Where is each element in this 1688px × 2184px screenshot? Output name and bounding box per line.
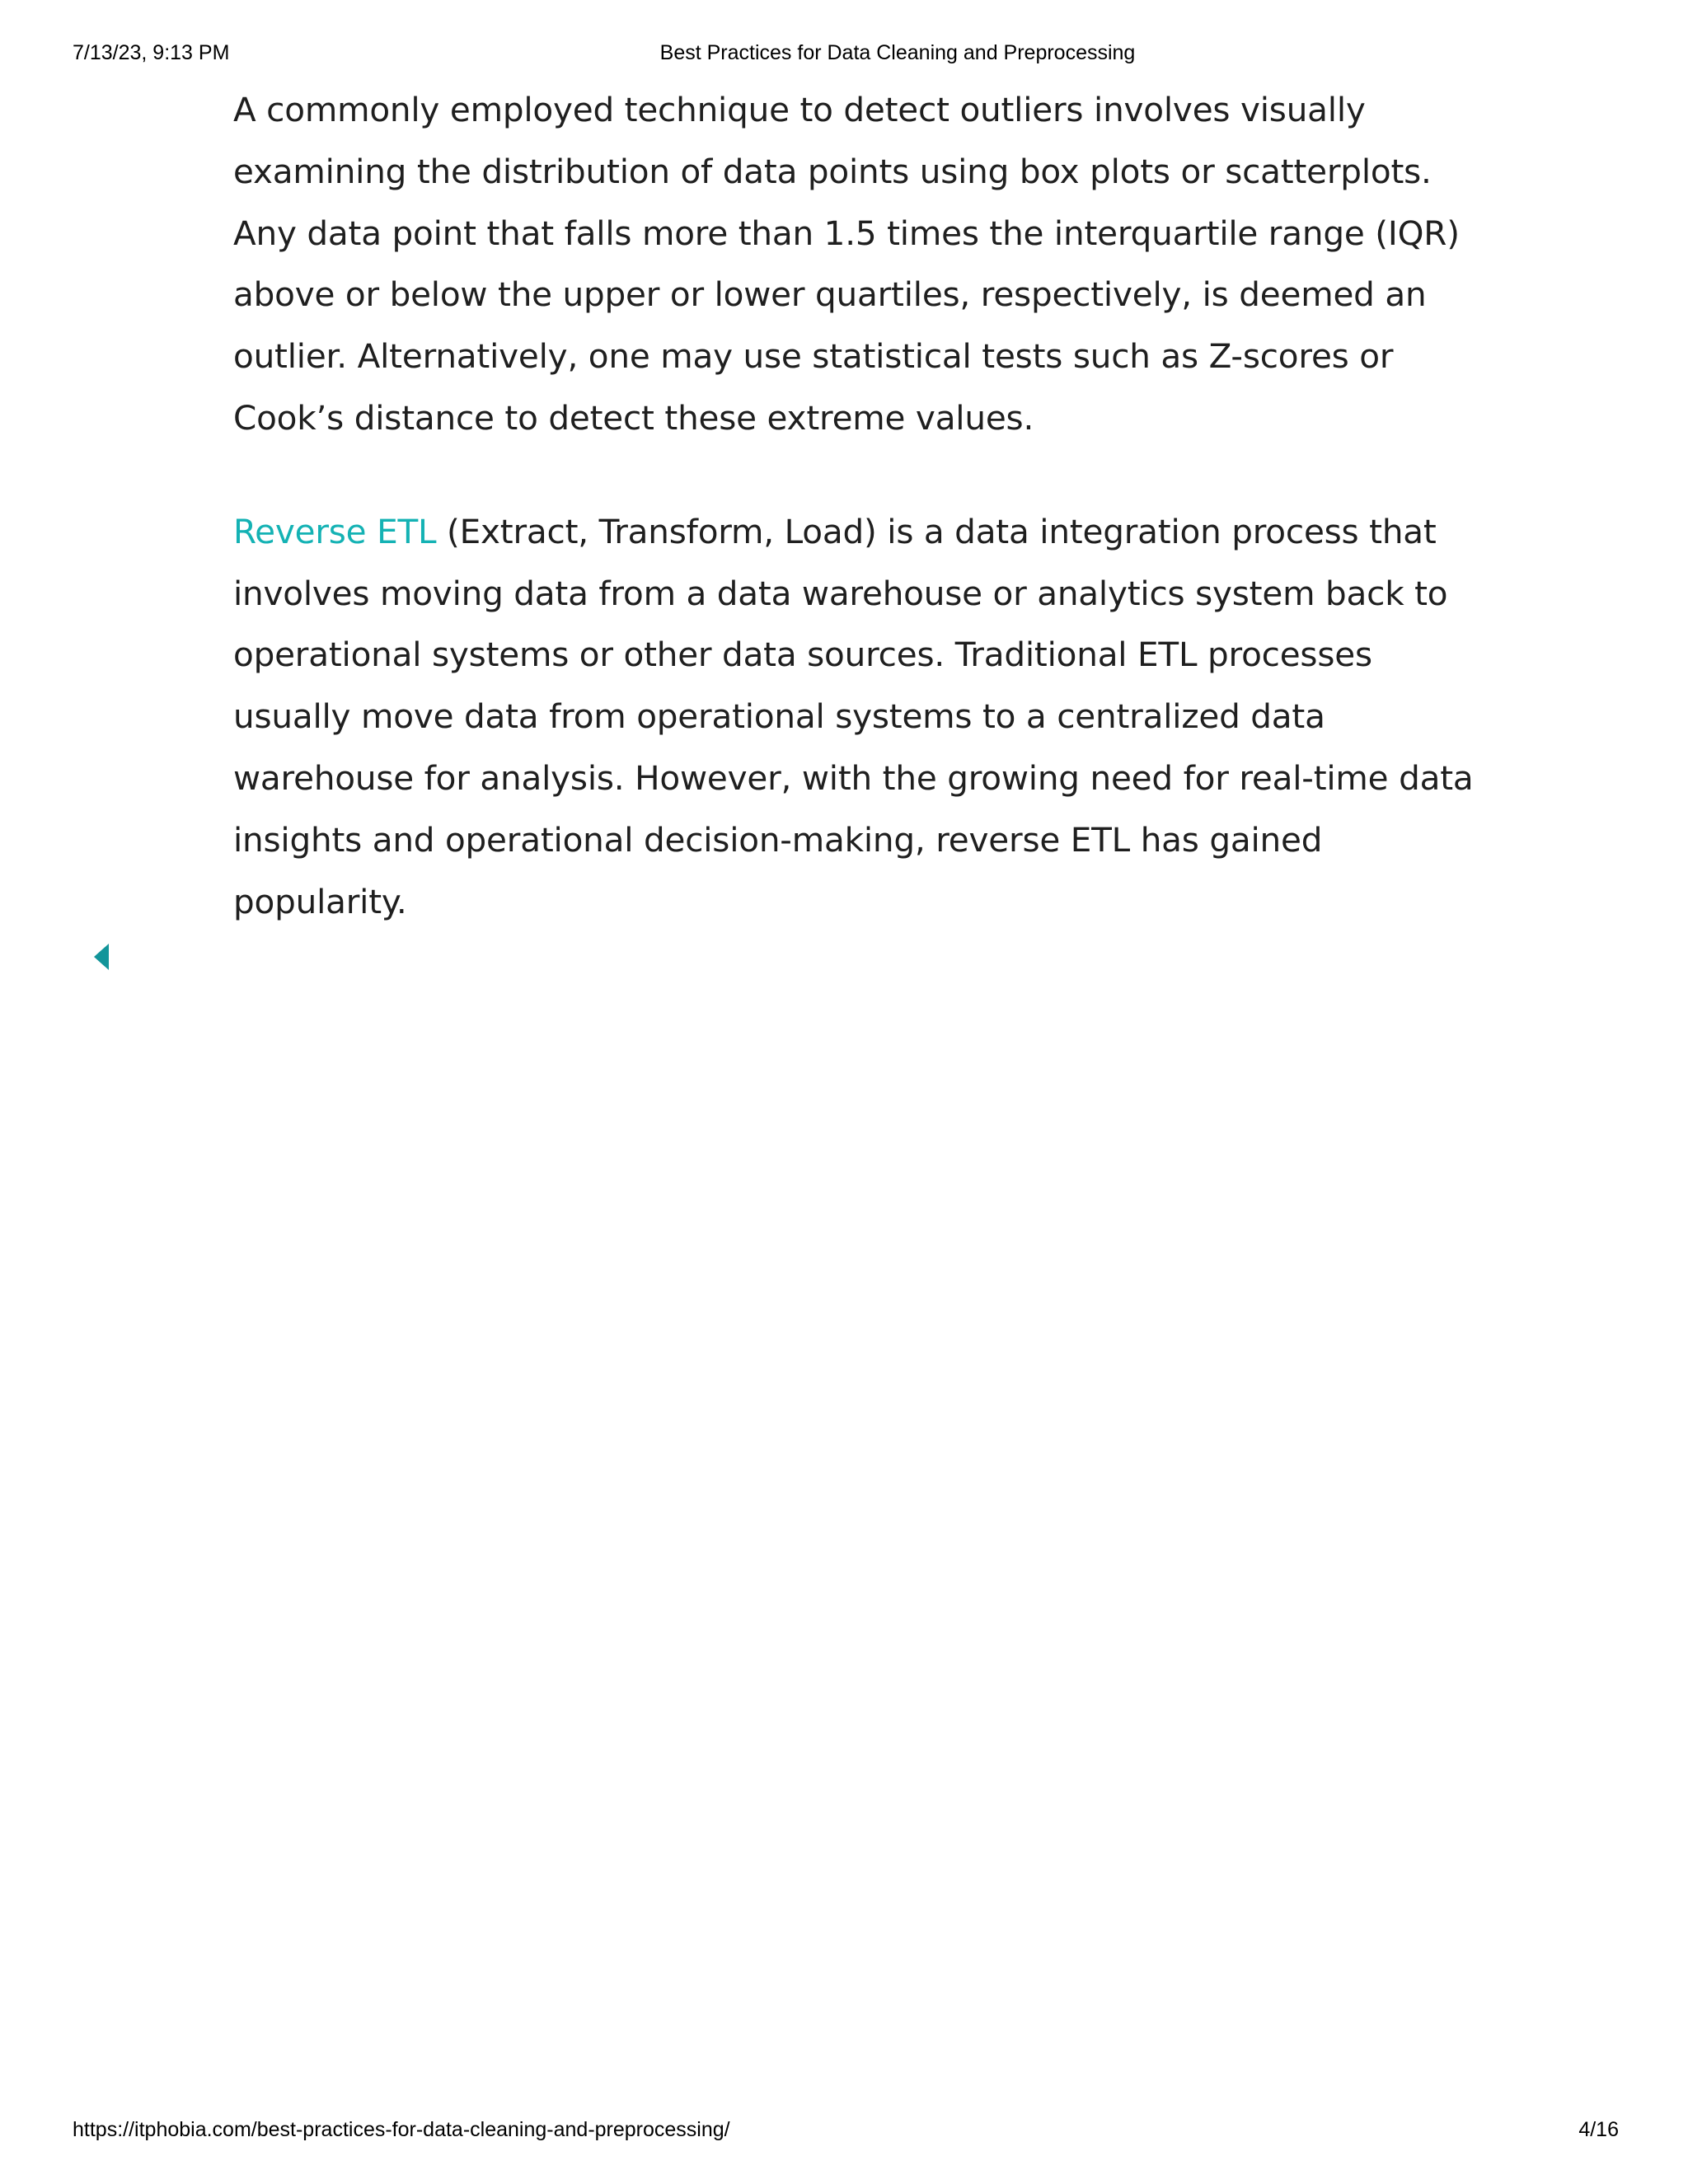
paragraph-line: examining the distribution of data points using box plots or scatterplots. xyxy=(233,151,1432,191)
paragraph-line: outlier. Alternatively, one may use statistical tests such as Z-scores or xyxy=(233,336,1394,377)
article-body xyxy=(233,79,1486,932)
print-page-title: Best Practices for Data Cleaning and Preprocessing xyxy=(659,41,1136,64)
paragraph-text: (Extract, Transform, Load) is a data integration process that xyxy=(436,511,1437,551)
paragraph-line: warehouse for analysis. However, with the growing need for real-time data xyxy=(233,757,1474,798)
caret-left-icon[interactable] xyxy=(91,942,112,972)
print-page-number: 4/16 xyxy=(1578,2118,1619,2141)
paragraph-line: insights and operational decision-making, reverse ETL has gained xyxy=(233,819,1323,860)
print-url: https://itphobia.com/best-practices-for-data-cleaning-and-preprocessing/ xyxy=(73,2118,730,2141)
paragraph-line: involves moving data from a data warehouse or analytics system back to xyxy=(233,573,1448,613)
paragraph-line: Cook’s distance to detect these extreme values. xyxy=(233,397,1034,438)
paragraph-line: Any data point that falls more than 1.5 times the interquartile range (IQR) xyxy=(233,213,1460,253)
reverse-etl-link[interactable]: Reverse ETL xyxy=(233,511,437,551)
paragraph-line: usually move data from operational systems to a centralized data xyxy=(233,696,1325,737)
paragraph-line: operational systems or other data sources. Traditional ETL processes xyxy=(233,635,1372,675)
caret-left-icon-svg xyxy=(91,942,112,972)
outlier-paragraph xyxy=(233,79,1486,449)
paragraph-line: A commonly employed technique to detect outliers involves visually xyxy=(233,90,1366,129)
print-datetime: 7/13/23, 9:13 PM xyxy=(73,41,230,64)
paragraph-line xyxy=(233,501,1486,563)
paragraph-line: above or below the upper or lower quartiles, respectively, is deemed an xyxy=(233,274,1427,315)
paragraph-line: popularity. xyxy=(233,881,407,921)
reverse-etl-paragraph xyxy=(233,501,1486,933)
